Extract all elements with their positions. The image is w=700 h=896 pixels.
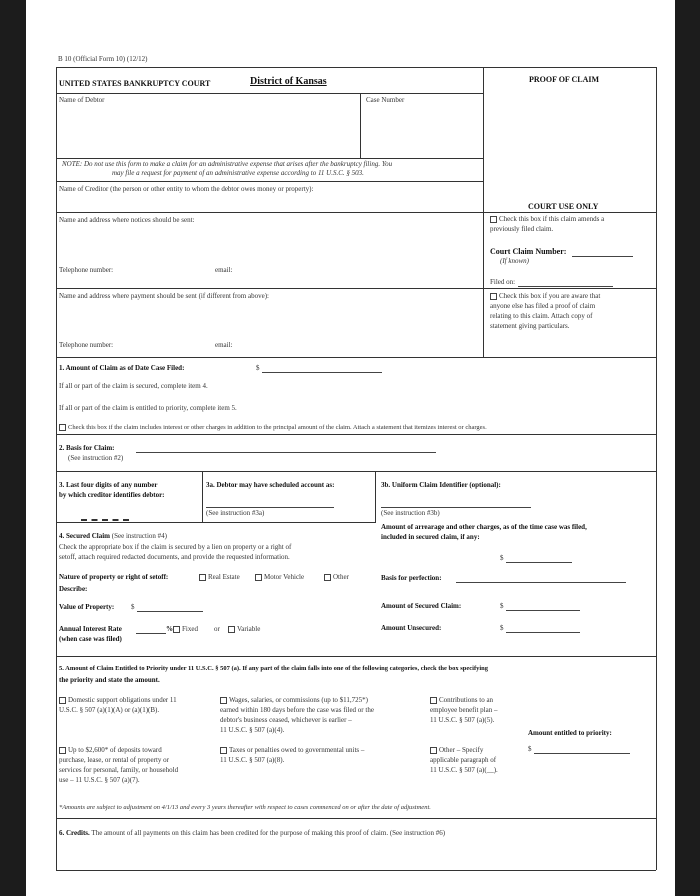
- frame-right: [656, 67, 657, 870]
- checkbox-icon: [220, 747, 227, 754]
- checkbox-icon: [255, 574, 262, 581]
- aware-text-4: statement giving particulars.: [490, 322, 570, 330]
- telephone-label-2: Telephone number:: [59, 341, 114, 349]
- other-priority-checkbox[interactable]: Other – Specify: [430, 747, 483, 754]
- note-line-2: may file a request for payment of an administrative expense according to 11 U.S.C. § 503.: [112, 169, 364, 177]
- contributions-text-2: employee benefit plan –: [430, 706, 498, 714]
- adjustment-footnote: *Amounts are subject to adjustment on 4/1/13 and every 3 years thereafter with respect to cases commenced on or after the date of adjustment.: [59, 804, 431, 811]
- filed-on-label: Filed on:: [490, 278, 516, 286]
- contributions-text-3: 11 U.S.C. § 507 (a)(5).: [430, 716, 495, 724]
- wages-text-3: debtor's business ceased, whichever is earlier –: [220, 716, 352, 724]
- secured-amount-field[interactable]: [506, 610, 580, 611]
- when-filed-label: (when case was filed): [59, 635, 122, 643]
- wages-text-2: earned within 180 days before the case was filed or the: [220, 706, 374, 714]
- checkbox-icon: [430, 697, 437, 704]
- domestic-support-checkbox[interactable]: Domestic support obligations under 11: [59, 697, 177, 704]
- item3a-instruction: (See instruction #3a): [206, 509, 265, 517]
- notices-address-label: Name and address where notices should be sent:: [59, 216, 195, 224]
- or-label: or: [214, 625, 220, 633]
- nature-label: Nature of property or right of setoff:: [59, 573, 169, 581]
- arrearage-label-2: included in secured claim, if any:: [381, 533, 480, 541]
- telephone-label: Telephone number:: [59, 266, 114, 274]
- claim-amount-field[interactable]: [262, 372, 382, 373]
- creditor-name-label: Name of Creditor (the person or other entity to whom the debtor owes money or property):: [59, 185, 314, 193]
- taxes-text-2: 11 U.S.C. § 507 (a)(8).: [220, 756, 285, 764]
- describe-label: Describe:: [59, 585, 88, 593]
- real-estate-checkbox[interactable]: Real Estate: [199, 574, 240, 581]
- court-claim-number-field[interactable]: [572, 256, 633, 257]
- priority-currency: $: [528, 745, 532, 753]
- checkbox-icon: [220, 697, 227, 704]
- item4-label: 4. Secured Claim (See instruction #4): [59, 532, 167, 540]
- scheduled-account-field[interactable]: [206, 507, 334, 508]
- interest-rate-field[interactable]: [136, 633, 166, 634]
- amend-text-2: previously filed claim.: [490, 225, 554, 233]
- item3b-label: 3b. Uniform Claim Identifier (optional):: [381, 481, 501, 489]
- checkbox-icon: [173, 626, 180, 633]
- checkbox-icon: [199, 574, 206, 581]
- checkbox-icon: [59, 747, 66, 754]
- item5-label-1: 5. Amount of Claim Entitled to Priority under 11 U.S.C. § 507 (a). If any part of the claim falls into one of the following categories, check the box specifying: [59, 665, 489, 672]
- court-claim-number-label: Court Claim Number:: [490, 247, 567, 256]
- secured-amount-label: Amount of Secured Claim:: [381, 602, 462, 610]
- aware-text-3: relating to this claim. Attach copy of: [490, 312, 593, 320]
- note-line-1: NOTE: Do not use this form to make a claim for an administrative expense that arises after the bankruptcy filing. You: [62, 160, 393, 168]
- item4-desc-2: setoff, attach required redacted documents, and provide the requested information.: [59, 553, 290, 561]
- item6-credits: 6. Credits. The amount of all payments on this claim has been credited for the purpose of making this proof of claim. (See instruction #6): [59, 829, 446, 837]
- filed-on-field[interactable]: [518, 286, 613, 287]
- item1-label: 1. Amount of Claim as of Date Case Filed:: [59, 364, 185, 372]
- amend-checkbox[interactable]: Check this box if this claim amends a: [490, 216, 604, 223]
- interest-checkbox[interactable]: Check this box if the claim includes interest or other charges in addition to the principal amount of the claim. Attach a statement that itemizes interest or charges.: [59, 424, 487, 431]
- deposits-checkbox[interactable]: Up to $2,600* of deposits toward: [59, 747, 162, 754]
- email-label: email:: [215, 266, 233, 274]
- arrearage-label-1: Amount of arrearage and other charges, as of the time case was filed,: [381, 523, 587, 531]
- basis-for-claim-field[interactable]: [136, 452, 436, 453]
- rate-percent: %: [166, 625, 173, 633]
- unsecured-currency: $: [500, 624, 504, 632]
- wages-checkbox[interactable]: Wages, salaries, or commissions (up to $11,725*): [220, 697, 368, 704]
- court-name: UNITED STATES BANKRUPTCY COURT: [59, 79, 211, 88]
- checkbox-icon: [59, 424, 66, 431]
- aware-checkbox[interactable]: Check this box if you are aware that: [490, 293, 600, 300]
- item3b-instruction: (See instruction #3b): [381, 509, 440, 517]
- item4-desc-1: Check the appropriate box if the claim is secured by a lien on property or a right of: [59, 543, 292, 551]
- checkbox-icon: [430, 747, 437, 754]
- taxes-checkbox[interactable]: Taxes or penalties owed to governmental units –: [220, 747, 364, 754]
- district-name: District of Kansas: [250, 76, 327, 87]
- item1-secured-note: If all or part of the claim is secured, complete item 4.: [59, 382, 208, 390]
- priority-amount-label: Amount entitled to priority:: [528, 729, 612, 737]
- other-priority-text-3: 11 U.S.C. § 507 (a)(__).: [430, 766, 498, 774]
- item5-label-2: the priority and state the amount.: [59, 676, 160, 684]
- perfection-label: Basis for perfection:: [381, 574, 442, 582]
- item3-label-1: 3. Last four digits of any number: [59, 481, 158, 489]
- variable-checkbox[interactable]: Variable: [228, 626, 260, 633]
- item2-instruction: (See instruction #2): [68, 454, 124, 462]
- unsecured-amount-label: Amount Unsecured:: [381, 624, 442, 632]
- priority-amount-field[interactable]: [534, 753, 630, 754]
- case-number-label: Case Number: [366, 96, 405, 104]
- claim-identifier-field[interactable]: [381, 507, 531, 508]
- item3-label-2: by which creditor identifies debtor:: [59, 491, 165, 499]
- proof-of-claim-title: PROOF OF CLAIM: [529, 75, 600, 84]
- frame-bottom: [56, 870, 656, 871]
- frame-left: [56, 67, 57, 870]
- if-known-label: (If known): [500, 257, 529, 265]
- frame-top: [56, 67, 656, 68]
- unsecured-amount-field[interactable]: [506, 632, 580, 633]
- proof-of-claim-form: [26, 0, 675, 896]
- deposits-text-3: services for personal, family, or household: [59, 766, 179, 774]
- other-checkbox[interactable]: Other: [324, 574, 349, 581]
- checkbox-icon: [59, 697, 66, 704]
- item2-label: 2. Basis for Claim:: [59, 444, 115, 452]
- value-currency: $: [131, 603, 135, 611]
- other-priority-text-2: applicable paragraph of: [430, 756, 497, 764]
- deposits-text-2: purchase, lease, or rental of property or: [59, 756, 170, 764]
- checkbox-icon: [490, 216, 497, 223]
- motor-vehicle-checkbox[interactable]: Motor Vehicle: [255, 574, 304, 581]
- email-label-2: email:: [215, 341, 233, 349]
- secured-currency: $: [500, 602, 504, 610]
- item1-currency: $: [256, 364, 260, 372]
- debtor-name-label: Name of Debtor: [59, 96, 105, 104]
- wages-text-4: 11 U.S.C. § 507 (a)(4).: [220, 726, 285, 734]
- checkbox-icon: [324, 574, 331, 581]
- checkbox-icon: [228, 626, 235, 633]
- interest-rate-label: Annual Interest Rate: [59, 625, 122, 633]
- fixed-checkbox[interactable]: Fixed: [173, 626, 198, 633]
- item3a-label: 3a. Debtor may have scheduled account as:: [206, 481, 335, 489]
- form-id: B 10 (Official Form 10) (12/12): [58, 55, 148, 63]
- arrearage-field[interactable]: [506, 562, 572, 563]
- aware-text-2: anyone else has filed a proof of claim: [490, 302, 596, 310]
- domestic-support-text-2: U.S.C. § 507 (a)(1)(A) or (a)(1)(B).: [59, 706, 160, 714]
- last-four-digits-field[interactable]: [81, 519, 129, 521]
- deposits-text-4: use – 11 U.S.C. § 507 (a)(7).: [59, 776, 140, 784]
- perfection-field[interactable]: [456, 582, 626, 583]
- court-use-only: COURT USE ONLY: [528, 202, 599, 211]
- value-field[interactable]: [137, 611, 203, 612]
- checkbox-icon: [490, 293, 497, 300]
- contributions-checkbox[interactable]: Contributions to an: [430, 697, 493, 704]
- arrearage-currency: $: [500, 554, 504, 562]
- payment-address-label: Name and address where payment should be sent (if different from above):: [59, 292, 269, 300]
- item1-priority-note: If all or part of the claim is entitled to priority, complete item 5.: [59, 404, 237, 412]
- value-label: Value of Property:: [59, 603, 115, 611]
